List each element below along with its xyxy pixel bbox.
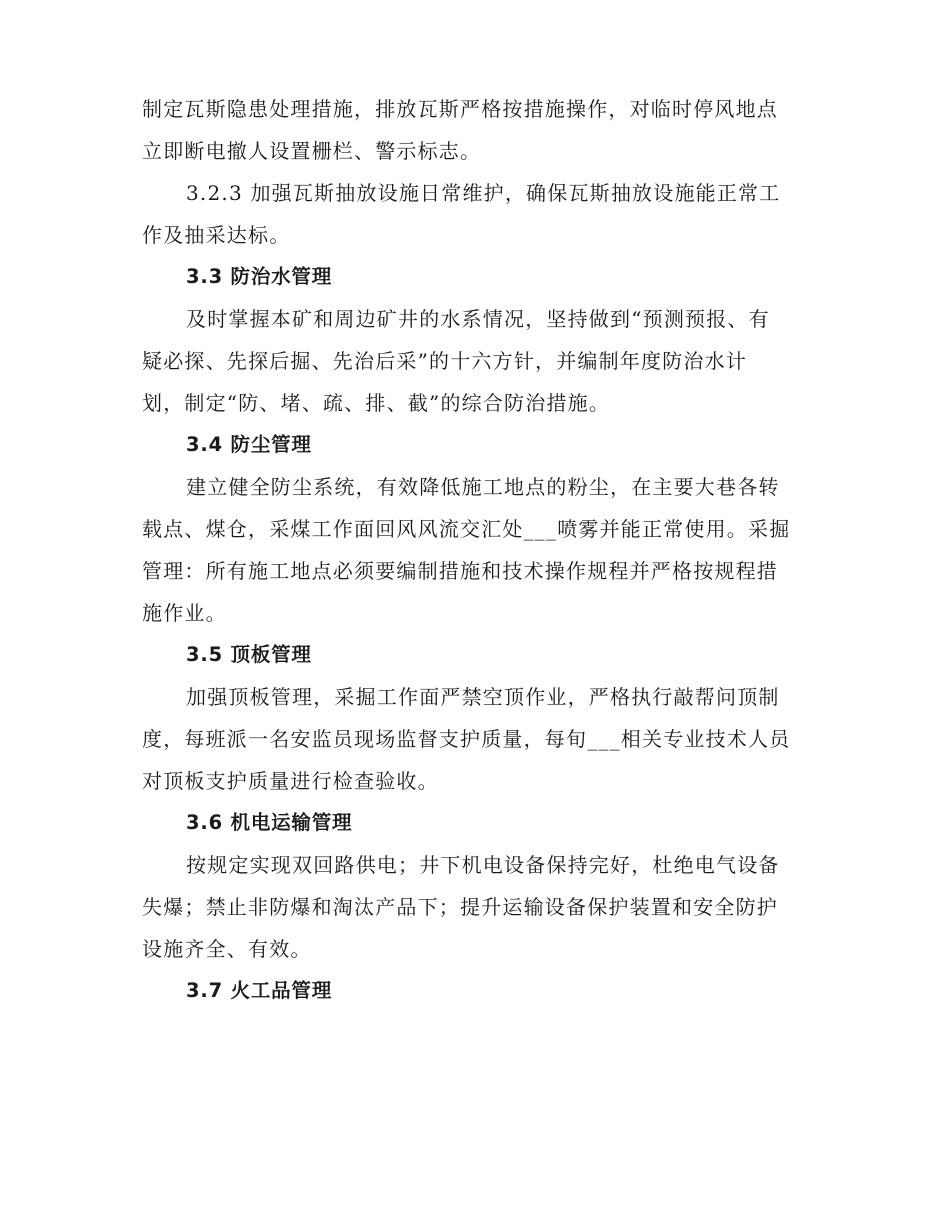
- body-line: 失爆；禁止非防爆和淘汰产品下；提升运输设备保护装置和安全防护: [142, 895, 778, 919]
- body-line: 划，制定“防、堵、疏、排、截”的综合防治措施。: [142, 391, 611, 415]
- body-line: 载点、煤仓，采煤工作面回风风流交汇处___喷雾并能正常使用。采掘: [142, 517, 791, 541]
- body-line: 对顶板支护质量进行检查验收。: [142, 769, 439, 793]
- body-line: 制定瓦斯隐患处理措施，排放瓦斯严格按措施操作，对临时停风地点: [142, 97, 778, 121]
- paragraph-start-line: 按规定实现双回路供电；井下机电设备保持完好，杜绝电气设备: [186, 853, 780, 877]
- body-line: 设施齐全、有效。: [142, 937, 312, 961]
- paragraph-start-line: 加强顶板管理，采掘工作面严禁空顶作业，严格执行敲帮问顶制: [186, 685, 780, 709]
- section-heading-3-3: 3.3 防治水管理: [186, 265, 333, 288]
- paragraph-start-line: 建立健全防尘系统，有效降低施工地点的粉尘，在主要大巷各转: [186, 475, 780, 499]
- section-heading-3-6: 3.6 机电运输管理: [186, 811, 353, 834]
- paragraph-start-line: 3.2.3 加强瓦斯抽放设施日常维护，确保瓦斯抽放设施能正常工: [186, 181, 781, 205]
- paragraph-start-line: 及时掌握本矿和周边矿井的水系情况，坚持做到“预测预报、有: [186, 307, 770, 331]
- section-heading-3-5: 3.5 顶板管理: [186, 643, 312, 666]
- body-line: 疑必探、先探后掘、先治后采”的十六方针，并编制年度防治水计: [142, 349, 748, 373]
- section-heading-3-7: 3.7 火工品管理: [186, 979, 333, 1002]
- body-line: 管理：所有施工地点必须要编制措施和技术操作规程并严格按规程措: [142, 559, 778, 583]
- body-line: 作及抽采达标。: [142, 223, 291, 247]
- document-body: [142, 88, 807, 1012]
- body-line: 施作业。: [142, 601, 227, 625]
- section-heading-3-4: 3.4 防尘管理: [186, 433, 312, 456]
- body-line: 度，每班派一名安监员现场监督支护质量，每旬___相关专业技术人员: [142, 727, 791, 751]
- body-line: 立即断电撤人设置栅栏、警示标志。: [142, 139, 482, 163]
